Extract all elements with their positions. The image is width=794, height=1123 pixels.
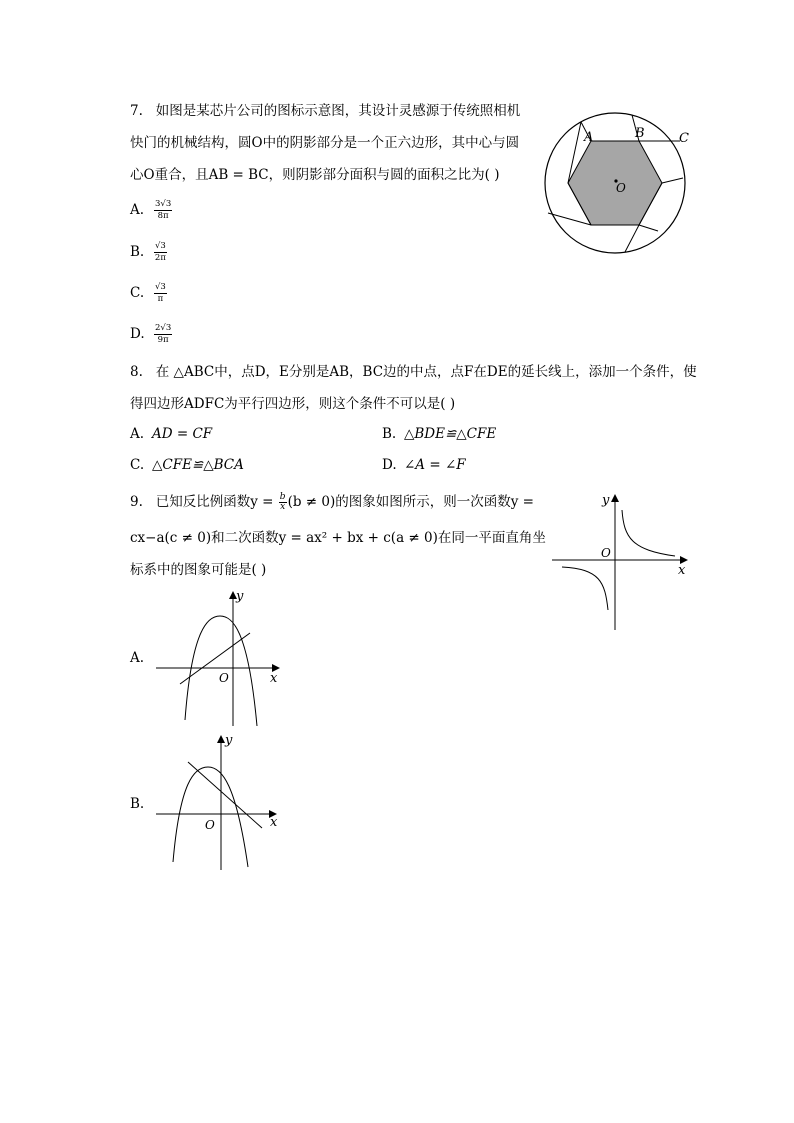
- q7-line-3: 心O重合，且AB = BC，则阴影部分面积与圆的面积之比为( ): [130, 167, 500, 183]
- q7-label-b: B: [635, 126, 645, 141]
- q9-option-a[interactable]: [130, 648, 144, 668]
- q9-fraction-num: b: [279, 492, 286, 502]
- q9-ref-y-arrow: [611, 494, 619, 502]
- q7-option-c-label: C.: [130, 285, 145, 301]
- q9-ref-branch-1: [622, 510, 675, 556]
- q9-line-2: cx−a(c ≠ 0)和二次函数y = ax² + bx + c(a ≠ 0)在同一平面直角坐: [130, 530, 546, 546]
- q8-option-b-text: △BDE≌△CFE: [404, 426, 497, 442]
- q9-a-line: [180, 633, 250, 684]
- q8-text-1: 在 △ABC中，点D，E分别是AB，BC边的中点，点F在DE的延长线上，添加一个条件，使: [155, 364, 697, 380]
- q8-line-1: [130, 362, 697, 382]
- q9-line-1: [130, 492, 534, 512]
- q7-option-c-fraction: [154, 283, 167, 304]
- q9-ref-y-label: y: [602, 493, 610, 508]
- q9-fraction-den: x: [280, 502, 286, 512]
- q9-inverse-fraction: [279, 493, 287, 512]
- q7-option-c-num: √3: [155, 282, 166, 292]
- q9-b-y-label: y: [225, 733, 233, 748]
- q9-number: 9.: [130, 494, 143, 510]
- q7-option-b-fraction: [154, 242, 167, 263]
- q9-text-1b: (b ≠ 0)的图象如图所示，则一次函数y =: [287, 494, 534, 510]
- q7-option-a-den: 8π: [157, 211, 169, 221]
- q8-option-a[interactable]: [130, 424, 212, 444]
- q7-option-a-label: A.: [130, 202, 145, 218]
- q8-option-d-label: D.: [382, 457, 397, 473]
- q7-label-o: O: [616, 181, 626, 195]
- q8-option-b[interactable]: [382, 424, 496, 444]
- q7-option-a-num: 3√3: [155, 199, 172, 209]
- q8-line-2: 得四边形ADFC为平行四边形，则这个条件不可以是( ): [130, 396, 456, 412]
- q9-ref-x-label: x: [678, 563, 686, 578]
- q7-option-c[interactable]: [130, 283, 167, 304]
- q7-hexagon: [568, 141, 662, 225]
- q9-inverse-graph: [550, 490, 700, 635]
- q7-option-a[interactable]: [130, 200, 172, 221]
- q9-option-a-graph[interactable]: [150, 588, 290, 728]
- q9-b-y-arrow: [217, 735, 225, 743]
- q9-option-a-label: A.: [130, 650, 145, 666]
- q9-b-line: [188, 762, 262, 828]
- q8-number: 8.: [130, 364, 143, 380]
- q7-option-d-label: D.: [130, 326, 145, 342]
- q7-option-d-num: 2√3: [155, 323, 172, 333]
- q7-line-2: 快门的机械结构，圆O中的阴影部分是一个正六边形，其中心与圆: [130, 135, 520, 151]
- q8-option-a-text: AD = CF: [152, 426, 213, 442]
- q7-option-d-fraction: [154, 324, 172, 345]
- q7-option-a-fraction: [154, 200, 172, 221]
- q7-blade-line-7: [639, 225, 658, 231]
- q7-option-b-label: B.: [130, 244, 145, 260]
- q8-option-b-label: B.: [382, 426, 397, 442]
- q7-option-d[interactable]: [130, 324, 172, 345]
- q9-line-3: 标系中的图象可能是( ): [130, 562, 267, 578]
- q9-option-b-graph[interactable]: [150, 732, 290, 872]
- q9-ref-o-label: O: [601, 546, 611, 560]
- q9-b-x-label: x: [270, 815, 278, 830]
- q7-option-b-num: √3: [155, 241, 166, 251]
- q9-option-b[interactable]: [130, 794, 144, 814]
- q9-text-1a: 已知反比例函数y =: [155, 494, 278, 510]
- q9-ref-branch-2: [562, 567, 608, 610]
- q7-shutter-figure: [540, 108, 690, 258]
- q7-blade-line-10: [625, 225, 639, 252]
- q8-option-d[interactable]: [382, 455, 466, 475]
- q7-option-c-den: π: [157, 294, 164, 304]
- q7-label-c: C: [679, 131, 689, 146]
- q9-a-y-label: y: [236, 589, 244, 604]
- q8-option-c[interactable]: [130, 455, 244, 475]
- q8-option-c-label: C.: [130, 457, 145, 473]
- q7-label-a: A: [584, 130, 594, 145]
- q7-line-1: [130, 101, 520, 121]
- q7-option-b-den: 2π: [154, 253, 166, 263]
- q7-option-b[interactable]: [130, 242, 167, 263]
- q8-option-a-label: A.: [130, 426, 145, 442]
- q7-blade-line-5: [662, 178, 683, 183]
- q7-option-d-den: 9π: [157, 335, 169, 345]
- q9-a-x-label: x: [270, 671, 278, 686]
- q8-option-d-text: ∠A = ∠F: [404, 457, 466, 473]
- q7-text-1: 如图是某芯片公司的图标示意图，其设计灵感源于传统照相机: [155, 103, 521, 119]
- q9-option-b-label: B.: [130, 796, 145, 812]
- q8-option-c-text: △CFE≌△BCA: [152, 457, 244, 473]
- q7-number: 7.: [130, 103, 143, 119]
- q9-b-o-label: O: [205, 818, 215, 832]
- q9-a-o-label: O: [219, 671, 229, 685]
